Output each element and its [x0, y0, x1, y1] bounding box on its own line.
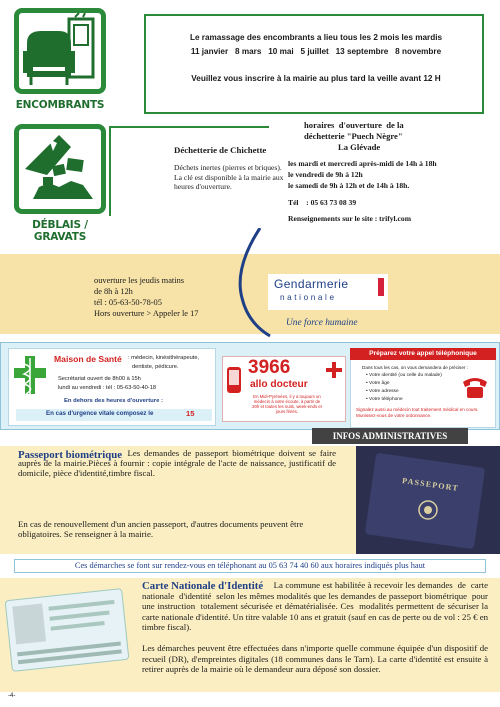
cni-card-image: [5, 588, 130, 672]
hours-l3: le samedi de 9h à 12h et de 14h à 18h.: [288, 181, 410, 190]
gendarmerie-l2: de 8h à 12h: [94, 287, 133, 296]
rubble-truck-icon: [19, 129, 101, 209]
cni-line-2: [50, 610, 110, 620]
cni-text-body: La commune est habilitée à recevoir les demandes de carte nationale d'identité selon les mêmes modalités que les demandes de passeport biométrique pour une instruction totalement sécurisée et dématérialisée. Ces modalités permettent de sécuriser la carte nationale d'identité. Un titre valable 10 ans et gratuit (sauf en cas de perte ou de vol : 25 € en timbre fiscal).: [142, 580, 493, 633]
passport-image: [356, 446, 500, 554]
sante-services-l2: dentiste, pédicure.: [132, 364, 179, 370]
dechetterie-tel: Tél : 05 63 73 08 39: [288, 198, 357, 207]
phone-icon: [226, 366, 244, 394]
prep-item-0: • Votre identité (ou celle du malade): [366, 373, 442, 378]
gravats-icon-box: [14, 124, 106, 214]
passeport-text-body: Les demandes de passeport biométrique doivent se faire auprès de la mairie.Pièces à fournir : copie intégrale de l'acte de naissance, justificatif de domicile, pièce d'identité,timbre fiscal.: [18, 448, 336, 478]
passeport-text: [18, 449, 336, 478]
cni-photo: [12, 603, 46, 644]
dechetterie-site: Renseignements sur le site : trifyl.com: [288, 214, 412, 223]
passport-cover-text: PASSEPORT: [401, 476, 460, 493]
flag-stripe-red: [378, 278, 384, 296]
dechetterie-desc: Déchets inertes (pierres et briques). La clé est disponible à la mairie aux heures d'ouverture.: [174, 163, 284, 192]
dechetterie-title: Déchetterie de Chichette: [174, 145, 267, 155]
sante-secr-l1: Secrétariat ouvert de 8h00 à 15h: [58, 376, 141, 382]
cni-title: Carte Nationale d'Identité: [142, 580, 264, 592]
sante-urgence: En cas d'urgence vitale composez le: [46, 410, 154, 417]
hours-title-l1: horaires d'ouverture de la: [304, 120, 404, 130]
passeport-title: Passeport biométrique: [18, 449, 123, 461]
allo-3966: 3966: [248, 357, 291, 378]
sante-services-l1: : médecin, kinésithérapeute,: [128, 355, 200, 361]
cni-line-3: [51, 621, 105, 631]
gendarmerie-l1: ouverture les jeudis matins: [94, 276, 185, 285]
armchair-icon: [19, 13, 101, 89]
allo-desc: En Midi-Pyrénées, il y a toujours un médecin à votre écoute, à partir de 20h et toutes les nuits, week-ends et jours fériés.: [252, 394, 322, 414]
sante-title: Maison de Santé: [54, 354, 122, 364]
gendarmerie-l4: Hors ouverture > Appeler le 17: [94, 309, 199, 318]
sante-secr-l2: lundi au vendredi : tél : 05-63-50-40-18: [58, 385, 157, 391]
telephone-icon: [460, 372, 490, 400]
encombrants-dates: 11 janvier 8 mars 10 mai 5 juillet 13 septembre 8 novembre: [190, 47, 442, 56]
medical-cross-icon: [326, 362, 342, 378]
sante-hors-heures: En dehors des heures d'ouverture :: [64, 398, 163, 404]
prep-item-2: • Votre adresse: [366, 389, 399, 394]
prep-note: Signalez aussi au médecin tout traitement médical en cours. Munissez-vous de votre ordonnance.: [356, 407, 479, 418]
sante-urgence-num: 15: [186, 409, 195, 418]
encombrants-info-box: [144, 14, 484, 114]
prep-item-3: • Votre téléphone: [366, 397, 403, 402]
rdv-text: Ces démarches se font sur rendez-vous en téléphonant au 05 63 74 40 60 aux horaires indiqués plus haut: [74, 561, 426, 570]
cni-text: [142, 580, 493, 633]
gendarmerie-l3: tél : 05-63-50-78-05: [94, 298, 162, 307]
prep-item-1: • Votre âge: [366, 381, 390, 386]
gendarmerie-logo: [268, 274, 388, 310]
encombrants-line1: Le ramassage des encombrants a lieu tous les 2 mois les mardis: [189, 33, 443, 42]
gendarmerie-swoosh: [232, 228, 272, 338]
hours-l1: les mardi et mercredi après-midi de 14h à 18h: [288, 159, 437, 168]
encombrants-line3: Veuillez vous inscrire à la mairie au plus tard la veille avant 12 H: [191, 74, 441, 83]
gendarmerie-slogan: Une force humaine: [286, 318, 358, 328]
gendarmerie-logo-top: Gendarmerie: [274, 277, 349, 291]
cni-text2: Les démarches peuvent être effectuées dans n'importe quelle commune équipée d'un dispositif de recueil (DR), d'empreintes digitales (18 communes dans le Tarn). La carte d'identité est ensuite à retirer auprès de la mairie où le demandeur aura déposé son dossier.: [142, 643, 488, 675]
passport-emblem-icon: [416, 498, 440, 522]
gendarmerie-logo-bottom: nationale: [280, 293, 337, 302]
cni-line-1: [48, 600, 114, 611]
infos-admin-band: INFOS ADMINISTRATIVES: [312, 428, 468, 444]
encombrants-icon-box: [14, 8, 106, 94]
prep-intro: Dans tous les cas, on vous demandera de préciser :: [362, 365, 468, 370]
passeport-text2: En cas de renouvellement d'un ancien passeport, d'autres documents peuvent être obligatoires. Se renseigner à la mairie.: [18, 519, 304, 539]
encombrants-icon-label: ENCOMBRANTS: [15, 99, 105, 111]
hours-title-l3: La Glévade: [338, 142, 381, 152]
caduceus-icon: [12, 354, 48, 398]
hours-title-l2: déchetterie "Puech Nègre": [304, 131, 403, 141]
hours-l2: le vendredi de 9h à 12h: [288, 170, 363, 179]
gravats-icon-label: DÉBLAIS / GRAVATS: [32, 219, 88, 243]
allo-docteur-label: allo docteur: [250, 379, 308, 390]
page-number: -4-: [8, 693, 16, 699]
prep-title: Préparez votre appel téléphonique: [350, 348, 496, 360]
